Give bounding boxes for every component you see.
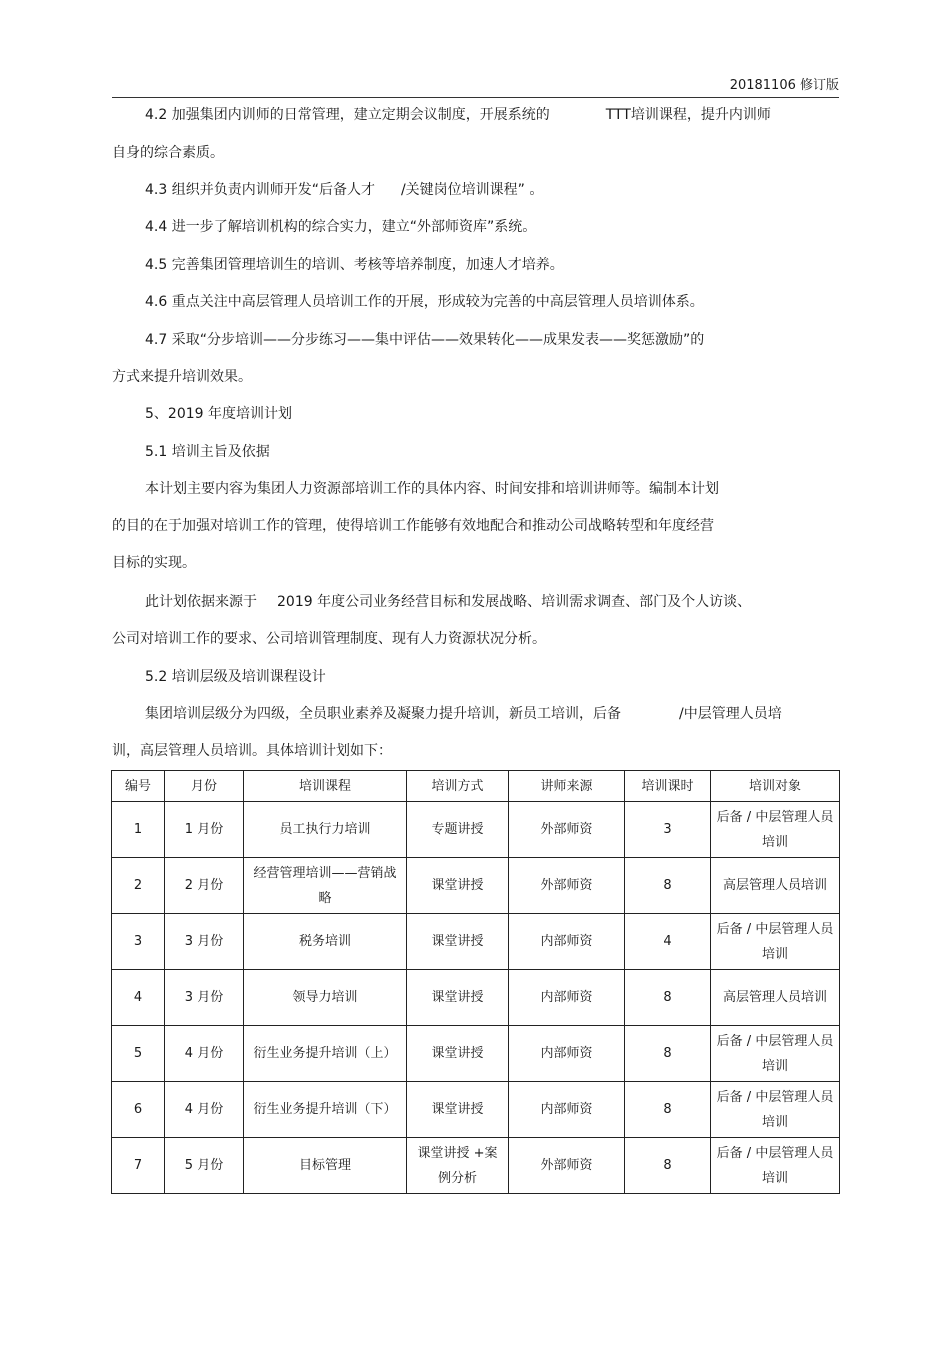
cell-hours: 8 xyxy=(625,1082,711,1138)
table-row xyxy=(112,914,840,970)
cell-hours: 8 xyxy=(625,970,711,1026)
cell-month: 4 月份 xyxy=(165,1082,244,1138)
section-5-1-heading: 5.1 培训主旨及依据 xyxy=(145,444,270,460)
cell-method: 课堂讲授 xyxy=(407,1082,509,1138)
para-4-3 xyxy=(112,179,872,199)
body-1-line3: 目标的实现。 xyxy=(112,555,196,571)
body-3-text-cont: /中层管理人员培 xyxy=(679,706,782,722)
cell-course: 衍生业务提升培训（下） xyxy=(244,1082,407,1138)
cell-target: 后备 / 中层管理人员培训 xyxy=(711,1138,840,1194)
col-header-course: 培训课程 xyxy=(244,771,407,802)
cell-course: 员工执行力培训 xyxy=(244,802,407,858)
col-header-no: 编号 xyxy=(112,771,165,802)
table-row xyxy=(112,1138,840,1194)
section-5-2-heading: 5.2 培训层级及培训课程设计 xyxy=(145,669,326,685)
cell-source: 内部师资 xyxy=(509,1082,625,1138)
cell-month: 3 月份 xyxy=(165,914,244,970)
body-3-line2: 训，高层管理人员培训。具体培训计划如下： xyxy=(112,743,392,759)
table-row xyxy=(112,858,840,914)
para-4-2-line2: 自身的综合素质。 xyxy=(112,145,224,161)
cell-target: 后备 / 中层管理人员培训 xyxy=(711,1026,840,1082)
cell-month: 2 月份 xyxy=(165,858,244,914)
cell-course: 目标管理 xyxy=(244,1138,407,1194)
section-5-heading: 5、2019 年度培训计划 xyxy=(145,406,292,422)
col-header-hours: 培训课时 xyxy=(625,771,711,802)
cell-no: 2 xyxy=(112,858,165,914)
cell-method: 课堂讲授 xyxy=(407,970,509,1026)
para-4-3-text-cont: /关键岗位培训课程” 。 xyxy=(400,182,544,198)
cell-month: 4 月份 xyxy=(165,1026,244,1082)
training-plan-table xyxy=(111,770,840,1194)
cell-no: 7 xyxy=(112,1138,165,1194)
table-header-row xyxy=(112,771,840,802)
body-2-line1 xyxy=(112,591,872,611)
para-4-4: 4.4 进一步了解培训机构的综合实力，建立“外部师资库”系统。 xyxy=(145,219,537,235)
body-1-line1: 本计划主要内容为集团人力资源部培训工作的具体内容、时间安排和培训讲师等。编制本计划 xyxy=(145,481,719,497)
cell-target: 后备 / 中层管理人员培训 xyxy=(711,802,840,858)
cell-no: 4 xyxy=(112,970,165,1026)
cell-source: 内部师资 xyxy=(509,1026,625,1082)
table-row xyxy=(112,1082,840,1138)
cell-method: 课堂讲授 +案例分析 xyxy=(407,1138,509,1194)
page-header-version: 20181106 修订版 xyxy=(112,74,839,98)
para-4-2 xyxy=(112,104,872,124)
body-2-line2: 公司对培训工作的要求、公司培训管理制度、现有人力资源状况分析。 xyxy=(112,631,546,647)
cell-month: 1 月份 xyxy=(165,802,244,858)
cell-course: 税务培训 xyxy=(244,914,407,970)
table-row xyxy=(112,1026,840,1082)
para-4-3-text: 4.3 组织并负责内训师开发“后备人才 xyxy=(145,182,375,198)
body-3-line1 xyxy=(112,703,872,723)
cell-method: 课堂讲授 xyxy=(407,858,509,914)
cell-no: 5 xyxy=(112,1026,165,1082)
cell-hours: 8 xyxy=(625,1026,711,1082)
col-header-method: 培训方式 xyxy=(407,771,509,802)
para-4-7: 4.7 采取“分步培训——分步练习——集中评估——效果转化——成果发表——奖惩激励”的 xyxy=(145,332,705,348)
cell-hours: 8 xyxy=(625,1138,711,1194)
cell-hours: 8 xyxy=(625,858,711,914)
cell-month: 5 月份 xyxy=(165,1138,244,1194)
cell-month: 3 月份 xyxy=(165,970,244,1026)
cell-no: 3 xyxy=(112,914,165,970)
para-4-7-line2: 方式来提升培训效果。 xyxy=(112,369,252,385)
cell-source: 内部师资 xyxy=(509,914,625,970)
cell-no: 1 xyxy=(112,802,165,858)
cell-source: 内部师资 xyxy=(509,970,625,1026)
body-2-text-cont: 2019 年度公司业务经营目标和发展战略、培训需求调查、部门及个人访谈、 xyxy=(277,594,752,610)
cell-course: 经营管理培训——营销战略 xyxy=(244,858,407,914)
cell-hours: 4 xyxy=(625,914,711,970)
cell-course: 衍生业务提升培训（上） xyxy=(244,1026,407,1082)
para-4-2-text-cont: TTT培训课程，提升内训师 xyxy=(605,107,771,123)
cell-target: 后备 / 中层管理人员培训 xyxy=(711,1082,840,1138)
body-2-text: 此计划依据来源于 xyxy=(145,594,257,610)
cell-target: 高层管理人员培训 xyxy=(711,970,840,1026)
table-row xyxy=(112,802,840,858)
cell-course: 领导力培训 xyxy=(244,970,407,1026)
para-4-5: 4.5 完善集团管理培训生的培训、考核等培养制度，加速人才培养。 xyxy=(145,257,564,273)
cell-target: 高层管理人员培训 xyxy=(711,858,840,914)
col-header-month: 月份 xyxy=(165,771,244,802)
cell-method: 课堂讲授 xyxy=(407,914,509,970)
cell-source: 外部师资 xyxy=(509,1138,625,1194)
cell-source: 外部师资 xyxy=(509,802,625,858)
cell-method: 专题讲授 xyxy=(407,802,509,858)
body-3-text: 集团培训层级分为四级，全员职业素养及凝聚力提升培训，新员工培训，后备 xyxy=(145,706,621,722)
cell-hours: 3 xyxy=(625,802,711,858)
cell-target: 后备 / 中层管理人员培训 xyxy=(711,914,840,970)
para-4-2-text: 4.2 加强集团内训师的日常管理，建立定期会议制度，开展系统的 xyxy=(145,107,550,123)
table-row xyxy=(112,970,840,1026)
para-4-6: 4.6 重点关注中高层管理人员培训工作的开展，形成较为完善的中高层管理人员培训体系。 xyxy=(145,294,704,310)
cell-source: 外部师资 xyxy=(509,858,625,914)
cell-no: 6 xyxy=(112,1082,165,1138)
body-1-line2: 的目的在于加强对培训工作的管理，使得培训工作能够有效地配合和推动公司战略转型和年度经营 xyxy=(112,518,714,534)
col-header-target: 培训对象 xyxy=(711,771,840,802)
col-header-source: 讲师来源 xyxy=(509,771,625,802)
cell-method: 课堂讲授 xyxy=(407,1026,509,1082)
